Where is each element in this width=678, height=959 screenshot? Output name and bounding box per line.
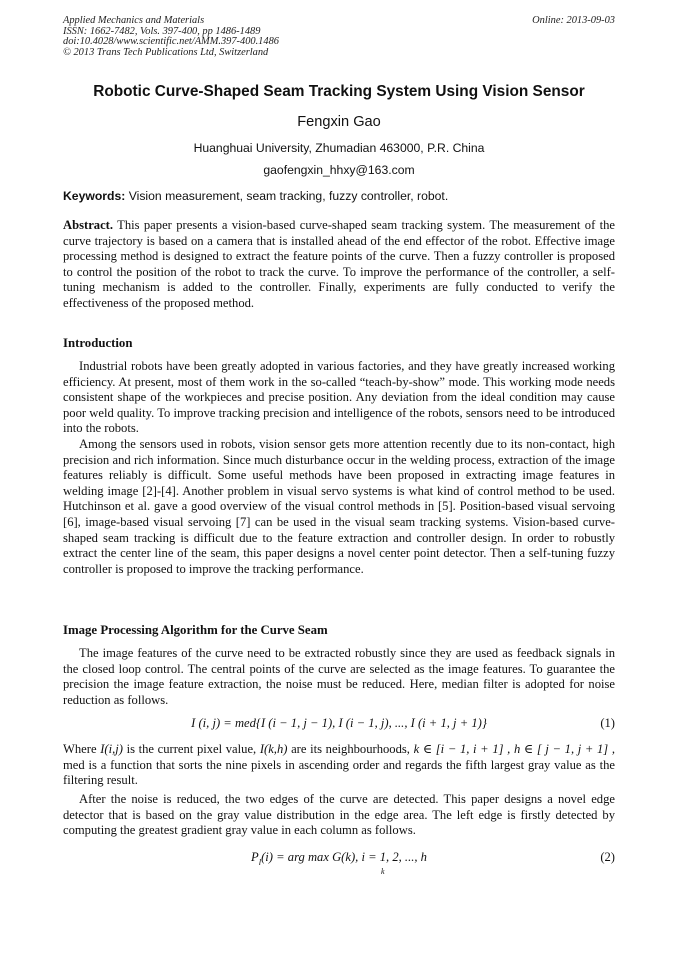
intro-paragraph-2: Among the sensors used in robots, vision sensor gets more attention recently due to its non-contact, high precision and rich information. Since much disturbance occur in the welding process, extraction of the image features reliably is difficult. Some useful methods have been proposed in extracting image features in welding image [2]-[4]. Another problem in visual servo systems is what kind of control method to be used. Hutchinson et al. gave a good overview of the visual control methods in [5]. Position-based visual servoing [6], image-based visual servoing [7] can be used in the visual seam tracking systems. Vision-based curve-shaped seam tracking is difficult due to the feature extraction and controller design. In order to robustly extract the center line of the seam, this paper designs a novel center point detector. Then a self-tuning fuzzy controller is proposed to improve the tracking performance. bbox=[63, 436, 615, 576]
equation-2-rest: (i) = arg max G(k), i = 1, 2, ..., h bbox=[261, 850, 427, 864]
where-text-a: Where bbox=[63, 742, 101, 756]
affiliation: Huanghuai University, Zhumadian 463000, P.R. China bbox=[193, 141, 485, 155]
doi-line[interactable]: doi:10.4028/www.scientific.net/AMM.397-400.1486 bbox=[63, 36, 279, 48]
abstract bbox=[63, 218, 615, 312]
online-date: Online: 2013-09-03 bbox=[532, 15, 615, 26]
where-text-e: are its neighbourhoods, bbox=[287, 742, 414, 756]
section2-paragraph-1: The image features of the curve need to be extracted robustly since they are used as feedback signals in the closed loop control. The central points of the curve are selected as the image features. To guarantee the precision the image feature extraction, the noise must be reduced. Here, median filter is adopted for noise reduction as follows. bbox=[63, 646, 615, 707]
keywords-text: Vision measurement, seam tracking, fuzzy controller, robot. bbox=[128, 189, 449, 203]
equation-1-number: (1) bbox=[600, 716, 615, 730]
heading-image-processing: Image Processing Algorithm for the Curve Seam bbox=[63, 623, 328, 637]
keywords-label: Keywords: bbox=[63, 189, 126, 203]
where-text-g: med is a function that sorts the nine pixels in ascending order and regards the fifth largest gray value as the filtering result. bbox=[63, 757, 615, 788]
copyright-line: © 2013 Trans Tech Publications Ltd, Switzerland bbox=[63, 47, 269, 59]
author-email[interactable]: gaofengxin_hhxy@163.com bbox=[263, 163, 415, 177]
where-ranges: k ∈ [i − 1, i + 1] , h ∈ [ j − 1, j + 1] , bbox=[413, 742, 615, 756]
abstract-label: Abstract. bbox=[63, 218, 114, 232]
where-text-c: is the current pixel value, bbox=[122, 742, 260, 756]
keywords bbox=[63, 189, 615, 205]
equation-2 bbox=[63, 850, 615, 876]
paper-title: Robotic Curve-Shaped Seam Tracking System Using Vision Sensor bbox=[93, 83, 585, 100]
equation-2-lhs: P bbox=[251, 850, 259, 864]
introduction-body bbox=[63, 359, 615, 577]
edge-paragraph bbox=[63, 792, 615, 839]
where-var-ikh: I(k,h) bbox=[259, 742, 288, 756]
equation-2-argmax-index: k bbox=[381, 867, 385, 876]
abstract-text: This paper presents a vision-based curve-shaped seam tracking system. The measurement of the curve trajectory is based on a camera that is installed ahead of the end effector of the robot. Effective image processing method is designed to extract the feature points of the curve. Then a fuzzy controller is proposed to control the position of the robot to track the curve. To improve the performance of the controller, a self-tuning mechanism is added to the controller. Finally, experiments are fully conducted to verify the effectiveness of the proposed method. bbox=[63, 218, 615, 310]
section2-paragraph-3: After the noise is reduced, the two edges of the curve are detected. This paper designs a novel edge detector that is based on the gray value distribution in the edge area. The left edge is firstly detected by computing the greatest gradient gray value in each column as follows. bbox=[63, 792, 615, 838]
where-paragraph bbox=[63, 742, 615, 789]
equation-2-subscript: l bbox=[258, 857, 262, 867]
equation-2-number: (2) bbox=[600, 850, 615, 864]
equation-1 bbox=[63, 716, 615, 734]
issn-line: ISSN: 1662-7482, Vols. 397-400, pp 1486-1489 bbox=[63, 25, 261, 37]
where-var-iij: I(i,j) bbox=[100, 742, 123, 756]
journal-meta bbox=[63, 16, 279, 59]
intro-paragraph-1: Industrial robots have been greatly adopted in various factories, and they have greatly increased working efficiency. At present, most of them work in the so-called “teach-by-show” mode. This working mode needs consistent shape of the workpieces and precise position. Any deviation from the ideal condition may cause poor weld quality. To improve tracking precision and intelligence of the robots, sensors need to be introduced into the robots. bbox=[63, 359, 615, 436]
heading-introduction: Introduction bbox=[63, 336, 133, 350]
journal-name: Applied Mechanics and Materials bbox=[63, 15, 205, 26]
equation-2-body bbox=[63, 850, 615, 871]
equation-1-body: I (i, j) = med{I (i − 1, j − 1), I (i − 1, j), ..., I (i + 1, j + 1)} bbox=[191, 716, 487, 730]
author-name: Fengxin Gao bbox=[297, 114, 381, 130]
section2-body bbox=[63, 646, 615, 708]
